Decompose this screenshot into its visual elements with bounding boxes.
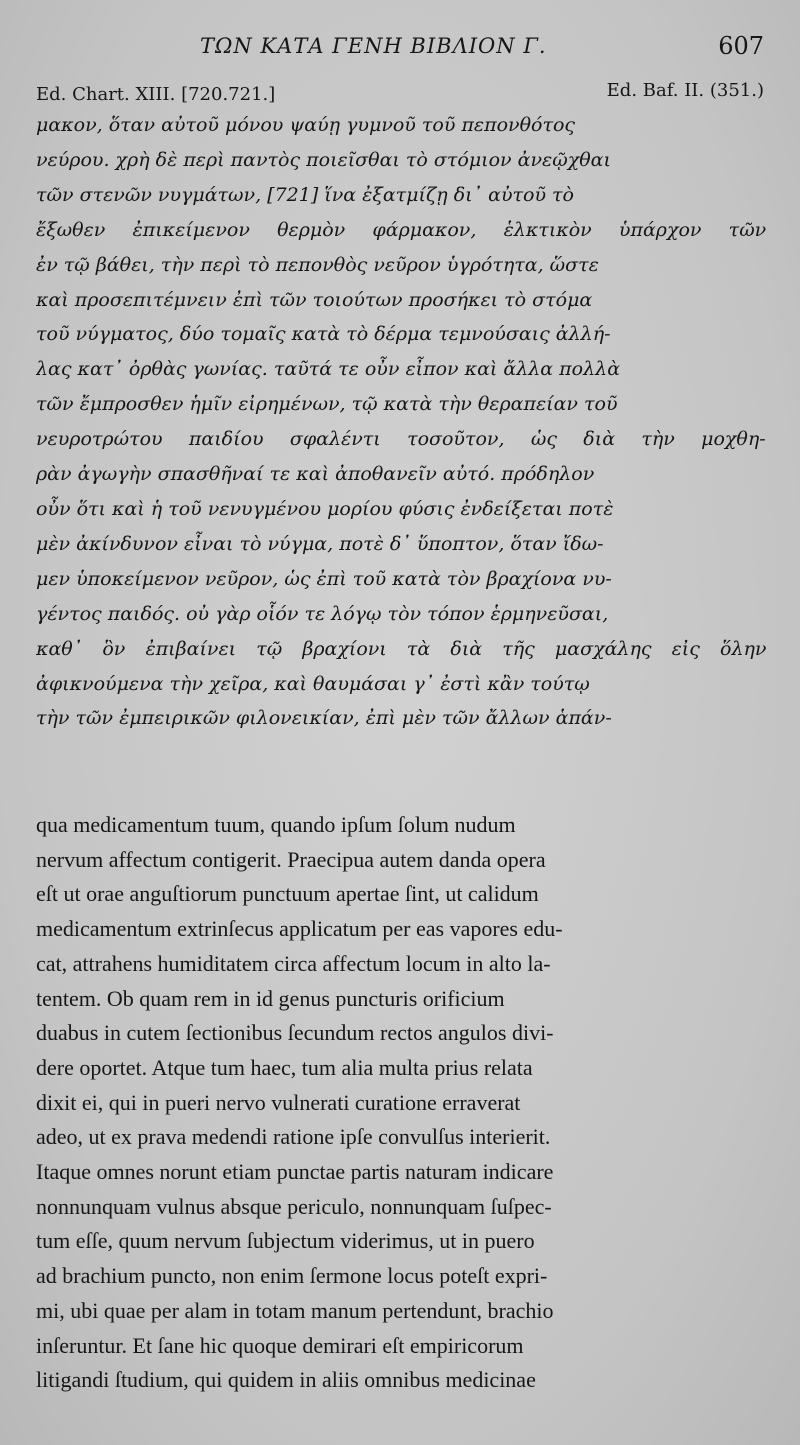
greek-text-line: τοῦ νύγματος, δύο τομαῖς κατὰ τὸ δέρμα τεμνούσαις ἀλλή-	[36, 323, 611, 346]
latin-text-line: inſeruntur. Et ſane hic quoque demirari eſt empiricorum	[36, 1332, 524, 1358]
page-number: 607	[718, 32, 764, 60]
latin-text-line: adeo, ut ex prava medendi ratione ipſe convulſus interierit.	[36, 1124, 551, 1150]
greek-text-line: μακον, ὅταν αὐτοῦ μόνου ψαύῃ γυμνοῦ τοῦ πεπονθότος	[36, 114, 576, 136]
edition-reference-chartier: Ed. Chart. XIII. [720.721.]	[36, 84, 276, 105]
latin-text-line: tum eſſe, quum nervum ſubjectum viderimus, ut in puero	[36, 1228, 535, 1254]
greek-text-line: καθ᾽ ὃν ἐπιβαίνει τῷ βραχίονι τὰ διὰ τῆς μασχάλης εἰς ὅλην	[36, 637, 766, 660]
latin-text-line: mi, ubi quae per alam in totam manum pertendunt, brachio	[36, 1297, 554, 1323]
latin-text-block	[36, 808, 766, 1398]
edition-reference-basel: Ed. Baf. II. (351.)	[606, 80, 764, 101]
greek-text-line: τῶν στενῶν νυγμάτων, [721] ἵνα ἐξατμίζῃ δι᾽ αὐτοῦ τὸ	[36, 183, 574, 206]
latin-text-line: eſt ut orae anguſtiorum punctuum apertae ſint, ut calidum	[36, 881, 539, 907]
greek-text-line: ἔξωθεν ἐπικείμενον θερμὸν φάρμακον, ἑλκτικὸν ὑπάρχον τῶν	[36, 218, 766, 241]
running-title: ΤΩΝ ΚΑΤΑ ΓΕΝΗ ΒΙΒΛΙΟΝ Γ.	[200, 34, 547, 58]
greek-text-line: ἐν τῷ βάθει, τὴν περὶ τὸ πεπονθὸς νεῦρον ὑγρότητα, ὥστε	[36, 253, 599, 276]
latin-text-line: nervum affectum contigerit. Praecipua autem danda opera	[36, 846, 546, 872]
greek-text-line: ἀφικνούμενα τὴν χεῖρα, καὶ θαυμάσαι γ᾽ ἐστὶ κἂν τούτῳ	[36, 672, 590, 695]
greek-text-line: γέντος παιδός. οὐ γὰρ οἷόν τε λόγῳ τὸν τόπον ἑρμηνεῦσαι,	[36, 602, 609, 625]
latin-text-line: dere oportet. Atque tum haec, tum alia multa prius relata	[36, 1054, 533, 1080]
greek-text-block	[36, 108, 766, 736]
greek-text-line: τῶν ἔμπροσθεν ἡμῖν εἰρημένων, τῷ κατὰ τὴν θεραπείαν τοῦ	[36, 393, 618, 416]
greek-text-line: νεύρου. χρὴ δὲ περὶ παντὸς ποιεῖσθαι τὸ στόμιον ἀνεῷχθαι	[36, 148, 611, 171]
greek-text-line: τὴν τῶν ἐμπειρικῶν φιλονεικίαν, ἐπὶ μὲν τῶν ἄλλων ἁπάν-	[36, 707, 612, 730]
latin-text-line: tentem. Ob quam rem in id genus puncturis orificium	[36, 985, 505, 1011]
latin-text-line: medicamentum extrinſecus applicatum per eas vapores edu-	[36, 916, 563, 942]
latin-text-line: ad brachium puncto, non enim ſermone locus poteſt expri-	[36, 1263, 548, 1289]
greek-text-line: ρὰν ἀγωγὴν σπασθῆναί τε καὶ ἀποθανεῖν αὐτό. πρόδηλον	[36, 463, 595, 486]
latin-text-line: Itaque omnes norunt etiam punctae partis naturam indicare	[36, 1159, 554, 1185]
latin-text-line: dixit ei, qui in pueri nervo vulnerati curatione erraverat	[36, 1089, 521, 1115]
latin-text-line: cat, attrahens humiditatem circa affectum locum in alto la-	[36, 950, 551, 976]
latin-text-line: duabus in cutem ſectionibus ſecundum rectos angulos divi-	[36, 1020, 554, 1046]
latin-text-line: litigandi ſtudium, qui quidem in aliis omnibus medicinae	[36, 1367, 536, 1393]
latin-text-line: qua medicamentum tuum, quando ipſum ſolum nudum	[36, 812, 516, 837]
greek-text-line: νευροτρώτου παιδίου σφαλέντι τοσοῦτον, ὡς διὰ τὴν μοχθη-	[36, 428, 766, 451]
greek-text-line: λας κατ᾽ ὀρθὰς γωνίας. ταῦτά τε οὖν εἶπον καὶ ἄλλα πολλὰ	[36, 358, 621, 381]
greek-text-line: οὖν ὅτι καὶ ἡ τοῦ νενυγμένου μορίου φύσις ἐνδείξεται ποτὲ	[36, 497, 614, 520]
greek-text-line: καὶ προσεπιτέμνειν ἐπὶ τῶν τοιούτων προσήκει τὸ στόμα	[36, 288, 593, 311]
greek-text-line: μὲν ἀκίνδυνον εἶναι τὸ νύγμα, ποτὲ δ᾽ ὕποπτον, ὅταν ἴδω-	[36, 532, 604, 555]
greek-text-line: μεν ὑποκείμενον νεῦρον, ὡς ἐπὶ τοῦ κατὰ τὸν βραχίονα νυ-	[36, 567, 612, 590]
latin-text-line: nonnunquam vulnus absque periculo, nonnunquam ſuſpec-	[36, 1193, 552, 1219]
